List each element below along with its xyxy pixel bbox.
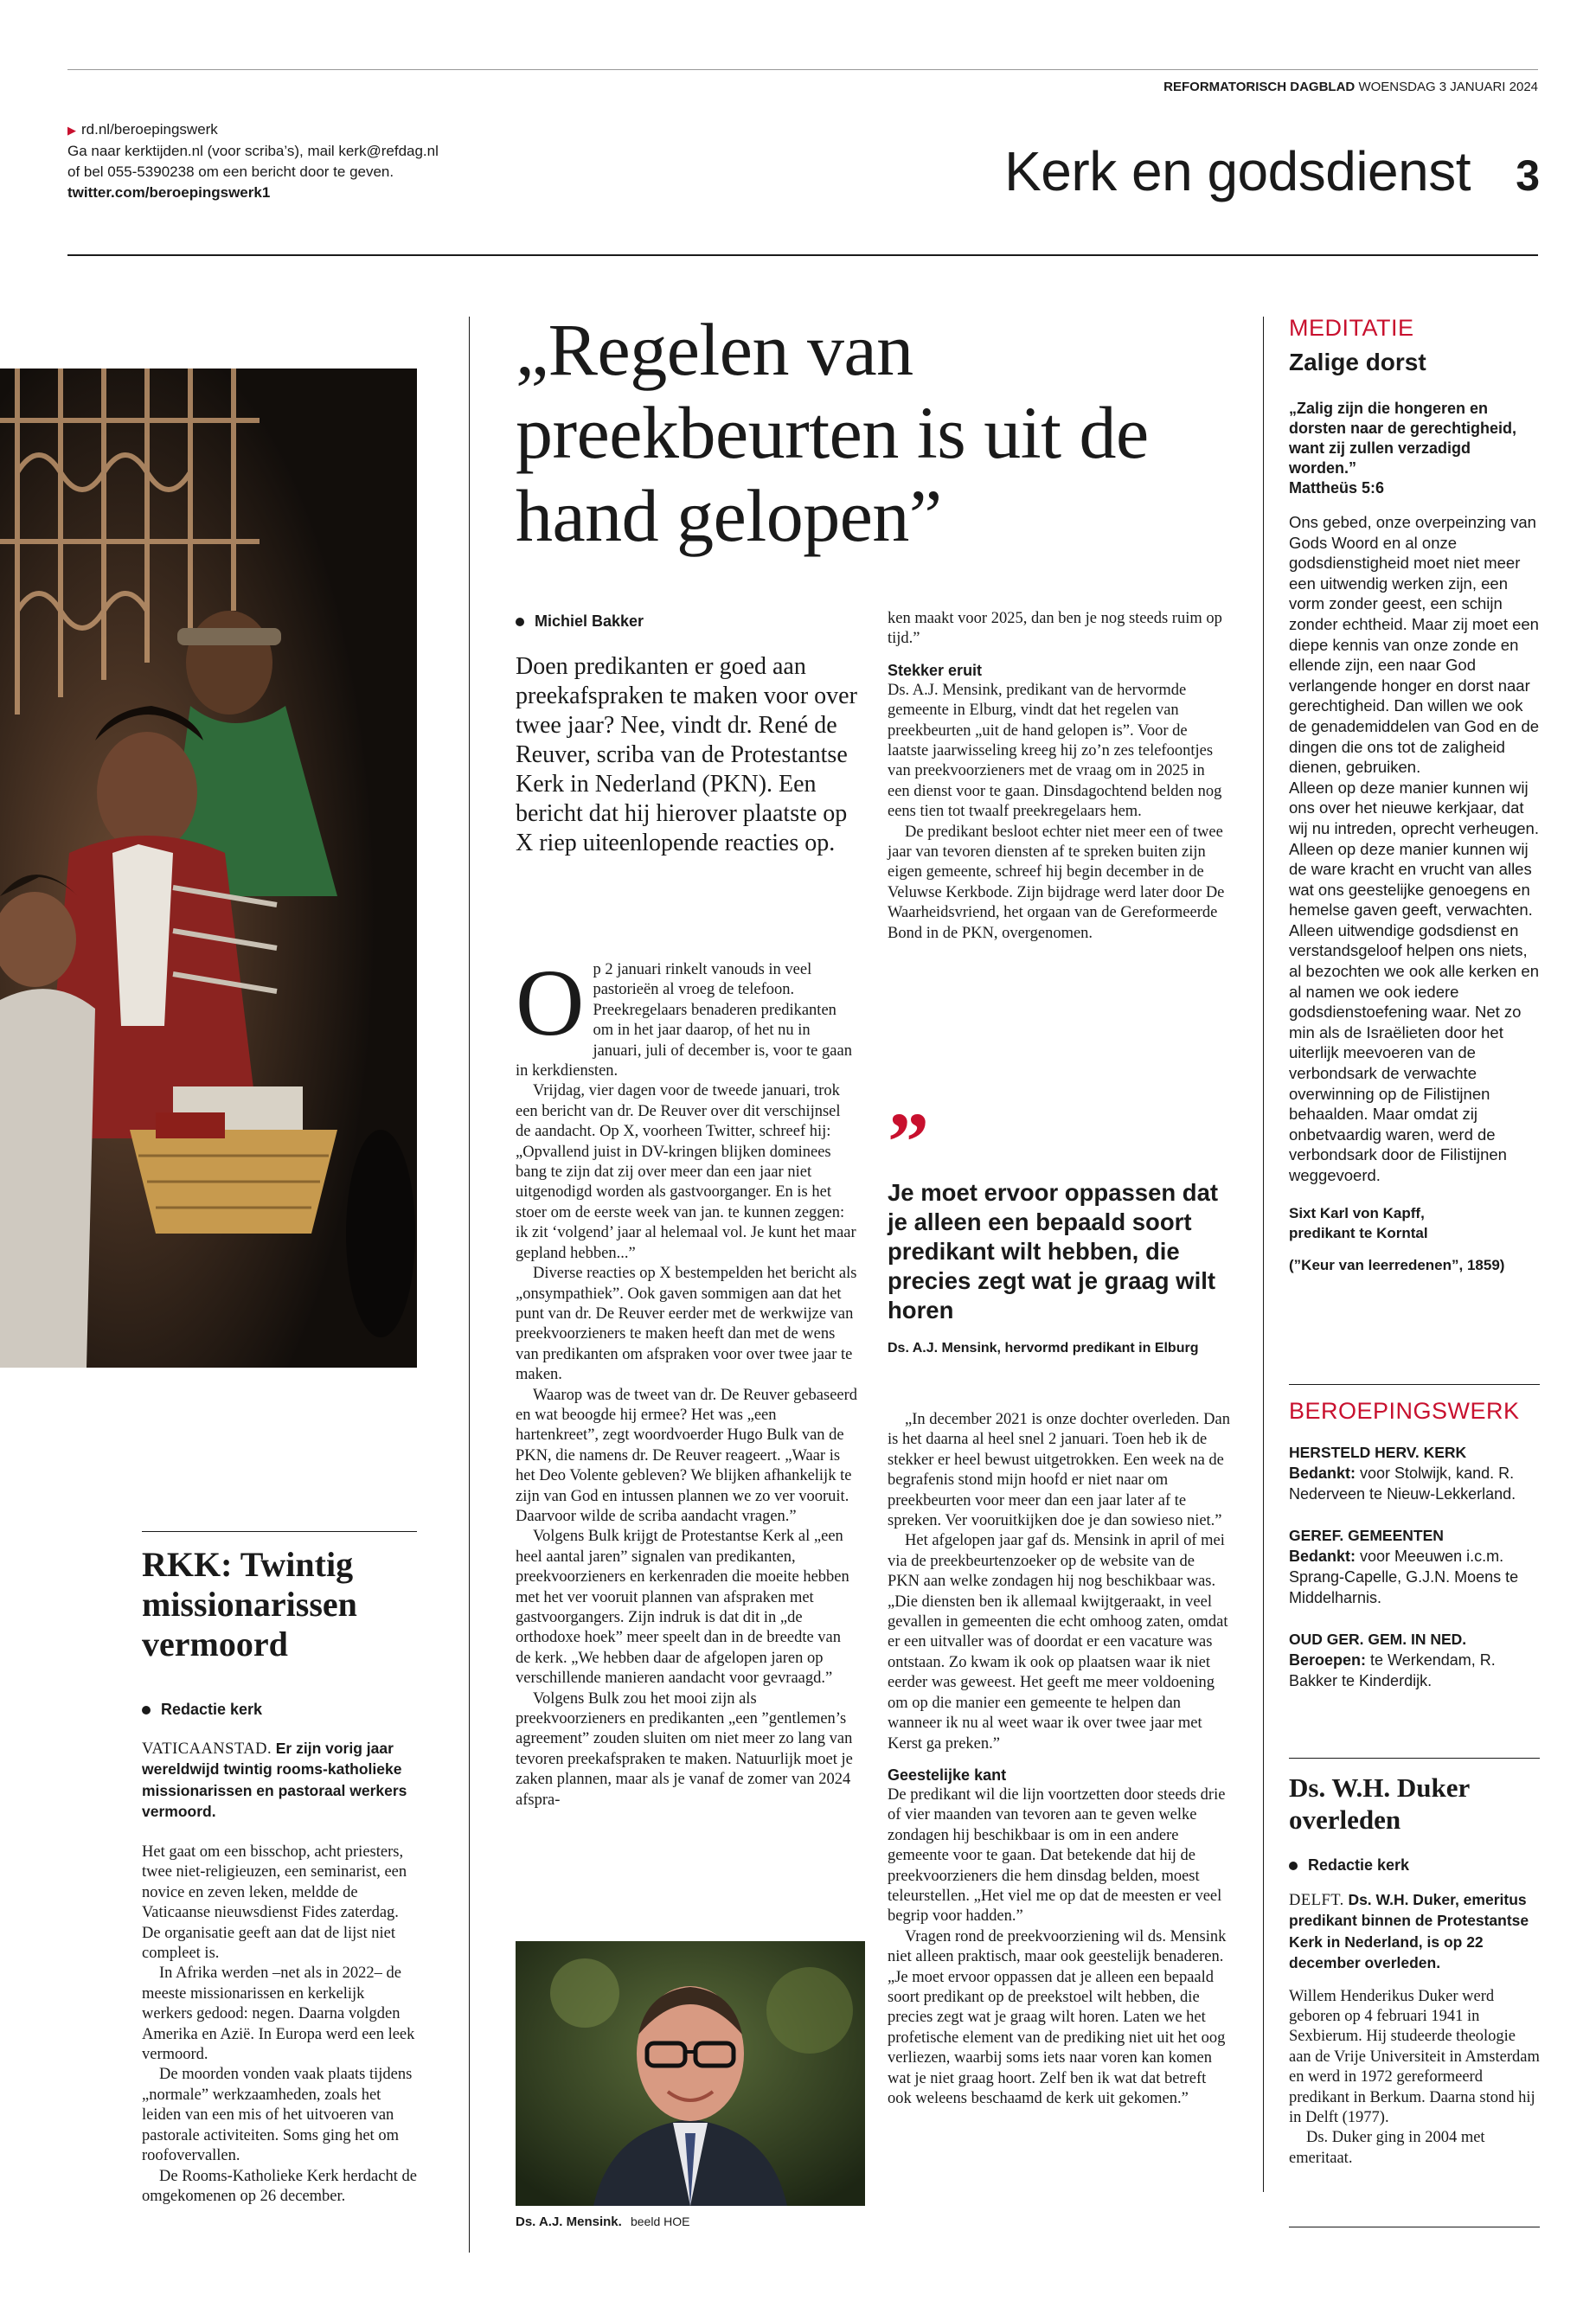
beroep-group [1289,1442,1540,1504]
beroep-church: HERSTELD HERV. KERK [1289,1444,1467,1461]
paragraph: Volgens Bulk krijgt de Protestantse Kerk al „een heel aantal jaren” signalen van predikanten, preekvoorzieners en kerkenraden die moeite hebben met het ver vooruit plannen van afspraken met gastvoorgangers. Zijn indruk is dat dit in „de orthodoxe hoek” meer speelt dan in de breedte van de kerk. „We hebben daar de afgelopen jaren op verschillende manieren aandacht voor gevraagd.” [516,1528,849,1688]
paragraph: Ds. A.J. Mensink, predikant van de hervormde gemeente in Elburg, vindt dat het regelen van preekbeurten „uit de hand gelopen is”. Voor de laatste jaarwisseling kreeg hij zo’n zes telefoontjes van preekvoorzieners met de vraag om in 2025 in een dienst voor te gaan. Dinsdagochtend belden nog eens tien tot twaalf preekregelaars hem. [888,681,1222,821]
pull-quote [888,1095,1234,1356]
photo-caption [516,2214,865,2229]
page-number: 3 [1516,151,1540,200]
byline-dot [1289,1862,1298,1870]
beroep-kind: Beroepen: [1289,1651,1367,1669]
main-headline: „Regelen van preekbeurten is uit de hand gelopen” [516,308,1149,557]
contact-tips [67,119,517,203]
rkk-lead-text: Er zijn vorig jaar wereldwijd twintig rooms-katholieke missionarissen en pastoraal werkers vermoord. [142,1740,407,1821]
sidebar-left-rule [1263,317,1264,2192]
rkk-byline-name: Redactie kerk [161,1701,263,1718]
top-rule [67,69,1538,70]
masthead-paper: REFORMATORISCH DAGBLAD [1163,80,1356,94]
beroep-text: te Werkendam, R. Bakker te Kinderdijk. [1289,1651,1496,1689]
duker-title: Ds. W.H. Duker overleden [1289,1772,1470,1835]
paragraph: Vrijdag, vier dagen voor de tweede januari, trok een bericht van dr. De Reuver over dit verschijnsel de aandacht. Op X, voorheen Twitter, schreef hij: „Opvallend juist in DV-kringen blijken dominees bang te zijn dat zij over meer dan een jaar niet uitgenodigd worden als gastvoorganger. En is het stoer om de eerste week van jan. te kunnen zeggen: ik zit ‘volgend’ jaar al helemaal vol. Je kunt het maar gepland hebben...” [516,1082,856,1262]
masthead-date: WOENSDAG 3 JANUARI 2024 [1358,80,1538,94]
family-photo [0,369,417,1368]
family-photo-illustration [0,369,417,1368]
meditatie-source: (”Keur van leerredenen”, 1859) [1289,1256,1505,1273]
meditatie-author: Sixt Karl von Kapff, [1289,1204,1425,1221]
rkk-byline [142,1701,262,1719]
rkk-lead [142,1739,417,1823]
beroep-text: voor Stolwijk, kand. R. Nederveen te Nieuw-Lekkerland. [1289,1465,1516,1503]
paragraph: Het gaat om een bisschop, acht priesters, twee niet-religieuzen, een seminarist, een novice en zeven leken, meldde de Vaticaanse nieuwsdienst Fides zaterdag. De organisatie geeft aan dat de lijst niet compleet is. [142,1843,407,1963]
meditatie-author-role: predikant te Korntal [1289,1224,1428,1241]
paragraph: Waarop was de tweet van dr. De Reuver gebaseerd en wat beoogde hij ermee? Het was „een hartenkreet”, zegt woordvoerder Hugo Bulk van de PKN, die namens dr. De Reuver reageert. „Waar is het Deo Volente gebleven? We blijken afhankelijk te zijn van God en intussen plannen we zo ver vooruit. Daarvoor wilde de scriba aandacht vragen.” [516,1386,858,1525]
paragraph: p 2 januari rinkelt vanouds in veel pastorieën al vroeg de telefoon. Preekregelaars benaderen predikanten om in het jaar daarop, of het nu in januari, juli of december is, voor te gaan in kerkdiensten. [516,961,852,1080]
caption-credit: beeld HOE [630,2214,690,2228]
paragraph: Volgens Bulk zou het mooi zijn als preekvoorzieners en predikanten „een ”gentlemen’s agreement” zouden sluiten om niet meer zo lang van tevoren preekafspraken te maken. Natuurlijk moet je zaken plannen, maar als je vanaf de zomer van 2024 afspra- [516,1689,853,1809]
beroep-group [1289,1629,1540,1691]
main-left-rule [469,317,470,2253]
beroepingswerk-block [1289,1398,1540,1691]
paragraph: Vragen rond de preekvoorziening wil ds. Mensink niet alleen praktisch, maar ook geestelijk benaderen. „Je moet ervoor oppassen dat je alleen een bepaald soort predikant op de preekstoel wilt hebben, die precies zegt wat je graag wilt horen. Laten we het profetische element van de prediking niet uit het oog verliezen, waarbij soms iets naar voren kan komen wat je niet graag hoort. Zelf ben ik wat dat betreft ook weleens beschaamd de kerk uit gekomen.” [888,1927,1227,2107]
rkk-place: VATICAANSTAD. [142,1740,272,1758]
duker-place: DELFT. [1289,1892,1344,1909]
meditatie-para-1: Ons gebed, onze overpeinzing van Gods Woord en al onze godsdienstigheid moet niet meer een uitwendig werken zijn, een vorm zonder geest, een schijn zonder echtheid. Maar zij moet een diepe kennis van onze zonde en ellende zijn, een naar God verlangende honger en dorst naar gerechtigheid. Dan willen we ook de genademiddelen van God en de dingen die ons tot de zaligheid dienen, gebruiken. [1289,513,1540,777]
main-column-2-top [888,609,1230,944]
header-rule [67,254,1538,256]
paragraph: De Rooms-Katholieke Kerk herdacht de omgekomenen op 26 december. [142,2167,417,2205]
meditatie-reference: Mattheüs 5:6 [1289,479,1385,497]
beroepingswerk-label: BEROEPINGSWERK [1289,1398,1520,1424]
duker-byline-name: Redactie kerk [1308,1856,1410,1874]
quote-text: Je moet ervoor oppassen dat je alleen een bepaald soort predikant wilt hebben, die precies zegt wat je graag wilt horen [888,1179,1219,1324]
meditatie-title: Zalige dorst [1289,349,1426,375]
main-byline-name: Michiel Bakker [535,612,644,630]
paragraph: ken maakt voor 2025, dan ben je nog steeds ruim op tijd.” [888,610,1222,648]
byline-dot [516,618,524,626]
paragraph: Diverse reacties op X bestempelden het bericht als „onsympathiek”. Ook gaven sommigen aan dat het punt van dr. De Reuver eerder met de werkwijze van preekvoorzieners te maken heeft dan met de wens van predikanten om afspraken voor over twee jaar te maken. [516,1265,857,1384]
mensink-photo [516,1941,865,2206]
duker-body [1289,1987,1540,2170]
paragraph: Het afgelopen jaar gaf ds. Mensink in april of mei via de preekbeurtenzoeker op de website van de PKN aan welke zondagen hij nog beschikbaar was. „Die diensten ben ik allemaal kwijtgeraakt, in veel gevallen in gemeenten die echt omhoog zaten, omdat er een uitvaller was of doordat er een vacature was ontstaan. Zo kwam ik ook op plaatsen waar ik niet eerder was geweest. Het geeft me meer voldoening om op die manier een gemeente te helpen dan wanneer ik nu al weet waar ik over twee jaar met Kerst ga preken.” [888,1532,1228,1753]
subhead-geestelijk: Geestelijke kant [888,1766,1007,1784]
duker-block [1289,1772,1540,2169]
duker-top-rule [1289,1758,1540,1759]
caption-name: Ds. A.J. Mensink. [516,2214,622,2229]
paragraph: De predikant besloot echter niet meer een of twee jaar van tevoren diensten af te spreken buiten zijn eigen gemeente, schreef hij begin december in de Veluwse Kerkbode. Zijn bijdrage werd later door De Waarheidsvriend, het orgaan van de Gereformeerde Bond in de PKN, overgenomen. [888,823,1225,942]
paragraph: Ds. Duker ging in 2004 met emeritaat. [1289,2129,1485,2167]
beroep-kind: Bedankt: [1289,1465,1356,1482]
tips-line2: of bel 055-5390238 om een bericht door te geven. [67,163,394,180]
beroep-text: voor Meeuwen i.c.m. Sprang-Capelle, G.J.N. Moens te Middelharnis. [1289,1548,1519,1606]
beroep-top-rule [1289,1384,1540,1385]
main-byline [516,612,644,631]
meditatie-block [1289,315,1540,1275]
beroep-church: OUD GER. GEM. IN NED. [1289,1631,1467,1648]
paragraph: Willem Henderikus Duker werd geboren op 4 februari 1941 in Sexbierum. Hij studeerde theologie aan de Vrije Universiteit in Amsterdam en werd in 1972 gereformeerd predikant in Berkum. Daarna stond hij in Delft (1977). [1289,1987,1540,2127]
paragraph: De predikant wil die lijn voortzetten door steeds drie of vier maanden van tevoren aan te geven welke zondagen hij beschikbaar is om in een andere gemeente voor te gaan. Dat betekende dat hij de preekvoorzieners die hem dinsdag belden, moest teleurstellen. „Het viel me op dat de meesten er veel begrip voor hadden.” [888,1785,1226,1926]
arrow-icon: ▶ [67,124,76,137]
rkk-top-rule [142,1531,417,1532]
section-title: Kerk en godsdienst [1004,140,1471,202]
masthead [1151,80,1538,94]
portrait-illustration [516,1941,865,2206]
subhead-stekker: Stekker eruit [888,661,983,679]
tips-link[interactable]: rd.nl/beroepingswerk [81,121,218,138]
beroep-group [1289,1525,1540,1608]
quote-attribution: Ds. A.J. Mensink, hervormd predikant in Elburg [888,1341,1199,1356]
quote-mark-icon: ” [888,1095,929,1188]
rkk-title: RKK: Twintig missionarissen vermoord [142,1545,357,1663]
beroep-church: GEREF. GEMEENTEN [1289,1527,1444,1544]
beroep-kind: Bedankt: [1289,1548,1356,1565]
main-intro: Doen predikanten er goed aan preekafspraken te maken voor over twee jaar? Nee, vindt dr. René de Reuver, scriba van de Protestantse Kerk in Nederland (PKN). Een bericht dat hij hierover plaatste op X riep uiteenlopende reacties op. [516,653,857,856]
duker-lead [1289,1890,1540,1975]
byline-dot [142,1706,151,1715]
duker-lead-text: Ds. W.H. Duker, emeritus predikant binnen de Protestantse Kerk in Nederland, is op 22 december overleden. [1289,1891,1529,1972]
paragraph: De moorden vonden vaak plaats tijdens „normale” werkzaamheden, zoals het leiden van een mis of het uitvoeren van pastorale activiteiten. Soms ging het om roofovervallen. [142,2066,413,2165]
paragraph: „In december 2021 is onze dochter overleden. Dan is het daarna al heel snel 2 januari. Toen heb ik de stekker er heel bewust uitgetrokken. Een week na de begrafenis stond mijn hoofd er niet naar om preekbeurten voor meer dan een jaar later af te spreken. Ver vooruitkijken doe je dan sowieso niet.” [888,1411,1231,1530]
meditatie-para-2: Alleen op deze manier kunnen wij ons over het nieuwe kerkjaar, dat wij nu intreden, oprecht verheugen. Alleen op deze manier kunnen wij de ware kracht en vrucht van alles wat ons geestelijke genoegens en hemelse gaven geeft, verwachten. Alleen uitwendige godsdienst en verstandsgeloof helpen ons niets, al bezochten we ook alle kerken en al namen we ook iedere godsdienstoefening waar. Net zo min als de Israëlieten door het uiterlijk meevoeren van de verbondsark de verwachte overwinning op de Filistijnen behaalden. Maar omdat zij onbetvaardig waren, werd de verbondsark door de Filistijnen weggevoerd. [1289,778,1539,1184]
tips-line1: Ga naar kerktijden.nl (voor scriba’s), mail kerk@refdag.nl [67,143,439,159]
rkk-body [142,1843,417,2207]
dropcap: O [516,950,585,1055]
main-column-1 [516,950,858,1811]
paragraph: In Afrika werden –net als in 2022– de meeste missionarissen en kerkelijk werkers gedood: negen. Daarna volgden Amerika en Azië. In Europa werd een leek vermoord. [142,1965,415,2064]
duker-byline [1289,1856,1540,1875]
main-column-2-bottom [888,1410,1230,2109]
tips-twitter[interactable]: twitter.com/beroepingswerk1 [67,184,271,201]
meditatie-label: MEDITATIE [1289,315,1414,341]
meditatie-verse: „Zalig zijn die hongeren en dorsten naar de gerechtigheid, want zij zullen verzadigd worden.” [1289,400,1517,477]
